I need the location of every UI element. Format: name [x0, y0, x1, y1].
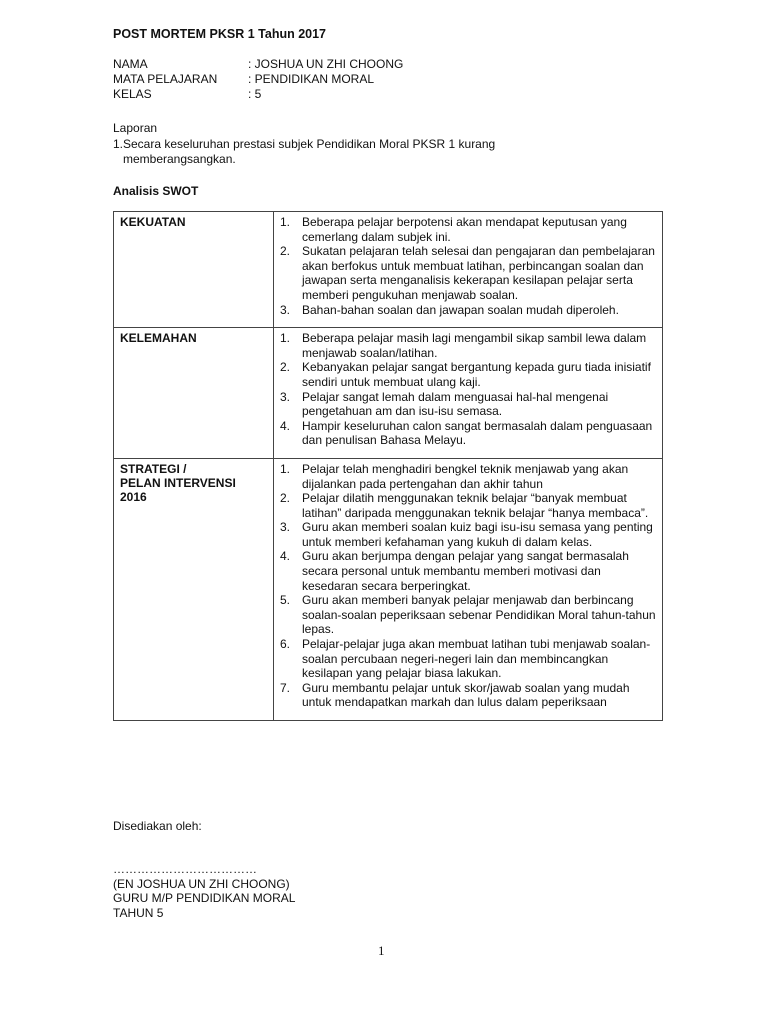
item-text: Sukatan pelajaran telah selesai dan pengajaran dan pembelajaran akan berfokus untuk membuat latihan, perbincangan soalan dan jawapan serta menganalisis kekerapan kesilapan pelajar serta memberi pengukuhan menjawab soalan. — [302, 244, 655, 302]
item-number: 3. — [280, 389, 291, 404]
swot-category — [114, 328, 274, 459]
item-number: 4. — [280, 418, 291, 433]
info-row-kelas — [113, 87, 403, 102]
list-item — [280, 360, 656, 389]
swot-items — [274, 458, 663, 720]
list-item — [280, 244, 656, 302]
item-number: 1. — [280, 215, 291, 229]
item-text: Bahan-bahan soalan dan jawapan soalan mudah diperoleh. — [302, 302, 619, 317]
list-item — [280, 491, 656, 520]
swot-category — [114, 212, 274, 328]
signature-block — [113, 862, 295, 920]
item-number: 2. — [280, 244, 291, 259]
category-label: KEKUATAN — [120, 215, 186, 229]
item-text: Beberapa pelajar masih lagi mengambil sikap sambil lewa dalam menjawab soalan/latihan. — [302, 331, 647, 360]
item-number: 5. — [280, 593, 291, 608]
signer-role: GURU M/P PENDIDIKAN MORAL — [113, 891, 296, 905]
category-label: PELAN INTERVENSI — [120, 475, 236, 490]
swot-heading: Analisis SWOT — [113, 184, 199, 198]
category-label: KELEMAHAN — [120, 331, 197, 346]
document-title: POST MORTEM PKSR 1 Tahun 2017 — [113, 27, 327, 41]
laporan-item — [113, 137, 553, 167]
item-text: Pelajar dilatih menggunakan teknik belajar “banyak membuat latihan” daripada menggunakan teknik belajar “hanya membaca”. — [302, 491, 649, 520]
item-text: Beberapa pelajar berpotensi akan mendapat keputusan yang cemerlang dalam subjek ini. — [302, 215, 627, 244]
list-item — [280, 390, 656, 419]
item-number: 1. — [280, 461, 291, 476]
swot-table — [113, 211, 663, 721]
list-item — [280, 681, 656, 710]
item-text: Pelajar-pelajar juga akan membuat latihan tubi menjawab soalan-soalan percubaan negeri-negeri lain dan membincangkan kesilapan yang pelajar biasa lakukan. — [302, 637, 651, 681]
list-item — [280, 303, 656, 318]
info-value: : PENDIDIKAN MORAL — [248, 72, 375, 86]
item-text: Guru akan memberi banyak pelajar menjawab dan berbincang soalan-soalan peperiksaan sebenar Pendidikan Moral tahun-tahun lepas. — [302, 593, 656, 637]
list-item — [280, 549, 656, 593]
item-number: 7. — [280, 680, 291, 695]
item-number: 3. — [280, 520, 291, 535]
signer-name: (EN JOSHUA UN ZHI CHOONG) — [113, 876, 290, 891]
item-text: Guru akan memberi soalan kuiz bagi isu-isu semasa yang penting untuk memberi kefahaman yang kukuh di dalam kelas. — [302, 520, 653, 549]
item-text: Guru akan berjumpa dengan pelajar yang sangat bermasalah secara personal untuk membantu memberi motivasi dan kesedaran secara berperingkat. — [302, 549, 629, 593]
prepared-by-label: Disediakan oleh: — [113, 819, 202, 833]
item-number: 3. — [280, 302, 291, 317]
info-block — [113, 57, 403, 102]
item-text: Pelajar telah menghadiri bengkel teknik menjawab yang akan dijalankan pada pertengahan dan akhir tahun — [302, 461, 629, 491]
info-value: : JOSHUA UN ZHI CHOONG — [248, 57, 404, 71]
signer-year: TAHUN 5 — [113, 905, 164, 920]
list-item — [280, 593, 656, 637]
info-row-mata-pelajaran — [113, 72, 403, 87]
info-row-nama — [113, 57, 403, 72]
laporan-text: Secara keseluruhan prestasi subjek Pendidikan Moral PKSR 1 kurang memberangsangkan. — [123, 137, 496, 166]
item-number: 2. — [280, 360, 291, 375]
list-item — [280, 520, 656, 549]
category-label: 2016 — [120, 489, 147, 504]
info-label: NAMA — [113, 57, 148, 71]
item-number: 2. — [280, 491, 291, 506]
list-item — [280, 331, 656, 360]
item-text: Kebanyakan pelajar sangat bergantung kepada guru tiada inisiatif sendiri untuk membuat ulang kaji. — [302, 360, 651, 389]
list-item — [280, 462, 656, 491]
item-text: Guru membantu pelajar untuk skor/jawab soalan yang mudah untuk mendapatkan markah dan lulus dalam peperiksaan — [302, 680, 630, 710]
info-label: KELAS — [113, 87, 152, 101]
swot-items — [274, 212, 663, 328]
list-item — [280, 215, 656, 244]
info-label: MATA PELAJARAN — [113, 72, 218, 86]
page-number: 1 — [378, 943, 385, 958]
list-item — [280, 419, 656, 448]
item-number: 1. — [280, 331, 291, 346]
swot-category — [114, 458, 274, 720]
info-value: : 5 — [248, 87, 262, 101]
laporan-heading: Laporan — [113, 121, 158, 135]
item-text: Pelajar sangat lemah dalam menguasai hal-hal mengenai pengetahuan am dan isu-isu semasa. — [302, 389, 609, 419]
swot-row-kelemahan — [114, 328, 663, 459]
item-number: 6. — [280, 637, 291, 652]
signature-line: ……………………………… — [113, 862, 257, 876]
laporan-number: 1. — [113, 137, 124, 151]
swot-items — [274, 328, 663, 459]
swot-row-kekuatan — [114, 212, 663, 328]
category-label: STRATEGI / — [120, 461, 187, 476]
list-item — [280, 637, 656, 681]
item-text: Hampir keseluruhan calon sangat bermasalah dalam penguasaan dan penulisan Bahasa Melayu. — [302, 418, 653, 448]
swot-row-strategi — [114, 458, 663, 720]
item-number: 4. — [280, 549, 291, 564]
